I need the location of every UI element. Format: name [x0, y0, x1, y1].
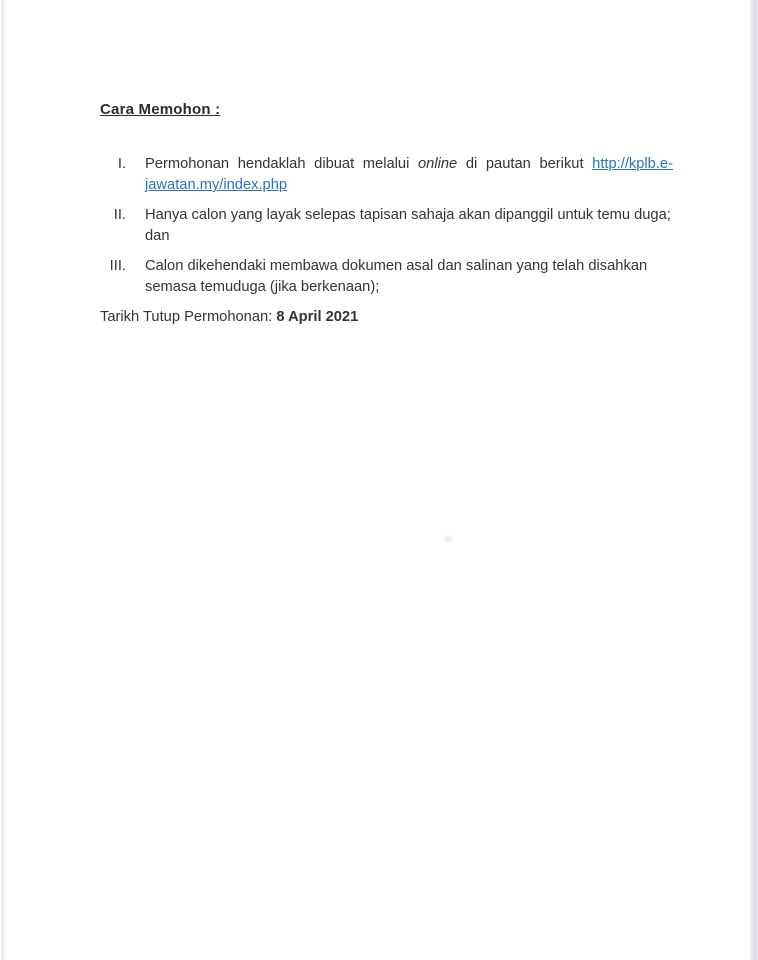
item-1-italic-word: online	[417, 156, 458, 172]
application-url-link[interactable]: http://kplb.e-jawatan.my/index.php	[145, 156, 673, 193]
item-1-text-start: Permohonan hendaklah dibuat melalui	[145, 156, 418, 172]
closing-date-label: Tarikh Tutup Permohonan:	[100, 309, 277, 325]
item-1-text-middle: di pautan berikut	[457, 156, 593, 172]
closing-date-line	[100, 307, 673, 328]
section-heading: Cara Memohon :	[100, 101, 221, 118]
document-content	[100, 99, 673, 328]
instructions-list	[100, 154, 673, 298]
list-numeral-3: III.	[109, 258, 126, 274]
list-numeral-2: II.	[113, 207, 126, 223]
closing-date-value: 8 April 2021	[276, 309, 359, 325]
list-item-1	[100, 154, 673, 196]
list-item-3	[100, 256, 673, 298]
list-item-2	[100, 205, 673, 247]
list-item-2-text: Hanya calon yang layak selepas tapisan sahaja akan dipanggil untuk temu duga; dan	[145, 207, 671, 244]
list-item-3-text: Calon dikehendaki membawa dokumen asal dan salinan yang telah disahkan semasa temuduga (jika berkenaan);	[145, 258, 648, 295]
photo-edge-left	[1, 0, 5, 960]
list-numeral-1: I.	[117, 156, 126, 172]
list-item-1-text	[145, 154, 673, 196]
photo-edge-right	[749, 0, 758, 960]
scan-artifact	[444, 536, 453, 542]
